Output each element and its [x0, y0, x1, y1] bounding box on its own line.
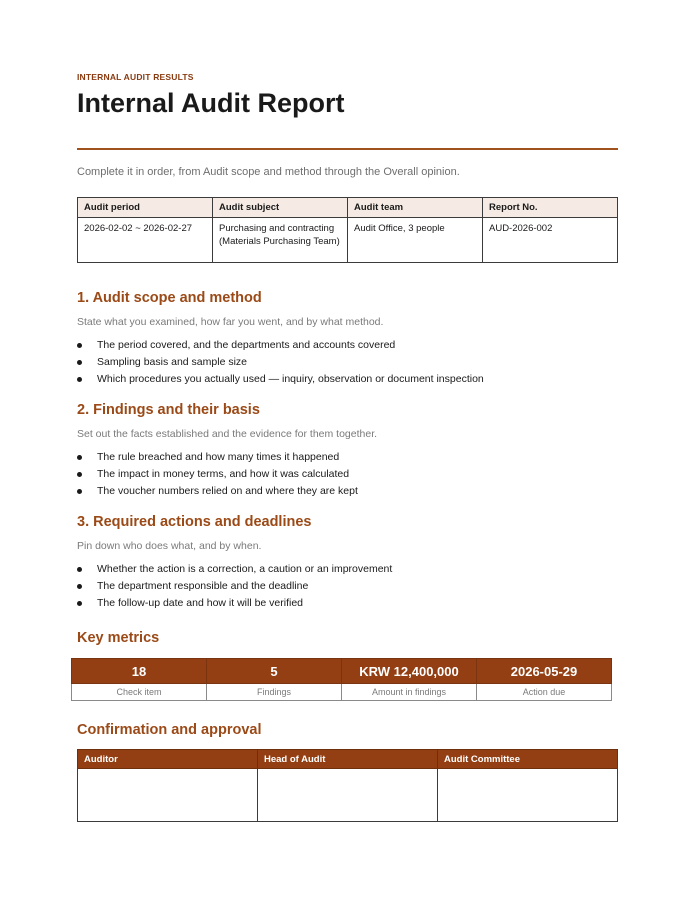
section-findings [77, 402, 618, 500]
audit-team-header: Audit team [348, 198, 483, 218]
eyebrow-label: INTERNAL AUDIT RESULTS [77, 72, 194, 82]
audit-team-value: Audit Office, 3 people [348, 218, 483, 263]
section-title: 3. Required actions and deadlines [77, 514, 312, 530]
approval-table [77, 749, 618, 822]
audit-committee-signature-cell[interactable] [438, 769, 618, 822]
key-metrics-title: Key metrics [77, 630, 160, 646]
approval-header-row [78, 750, 618, 769]
metrics-label-row [72, 684, 612, 701]
check-item-label: Check item [72, 684, 207, 701]
approval-signature-row [78, 769, 618, 822]
action-due-label: Action due [477, 684, 612, 701]
audit-info-header-row [78, 198, 618, 218]
amount-value: KRW 12,400,000 [342, 659, 477, 684]
audit-info-table [77, 197, 618, 263]
amount-label: Amount in findings [342, 684, 477, 701]
list-item: The department responsible and the deadline [77, 578, 618, 595]
section-list [77, 561, 618, 612]
intro-text: Complete it in order, from Audit scope and method through the Overall opinion. [77, 166, 460, 178]
audit-subject-value: Purchasing and contracting (Materials Purchasing Team) [213, 218, 348, 263]
list-item: The impact in money terms, and how it was calculated [77, 466, 618, 483]
audit-subject-header: Audit subject [213, 198, 348, 218]
audit-committee-header: Audit Committee [438, 750, 618, 769]
check-item-value: 18 [72, 659, 207, 684]
head-of-audit-signature-cell[interactable] [258, 769, 438, 822]
list-item: Sampling basis and sample size [77, 354, 618, 371]
metrics-value-row [72, 659, 612, 684]
auditor-signature-cell[interactable] [78, 769, 258, 822]
head-of-audit-header: Head of Audit [258, 750, 438, 769]
findings-value: 5 [207, 659, 342, 684]
auditor-header: Auditor [78, 750, 258, 769]
section-actions-deadlines [77, 514, 618, 612]
list-item: Whether the action is a correction, a caution or an improvement [77, 561, 618, 578]
section-title: 1. Audit scope and method [77, 290, 262, 306]
report-no-header: Report No. [483, 198, 618, 218]
findings-label: Findings [207, 684, 342, 701]
page-title: Internal Audit Report [77, 88, 345, 118]
list-item: The follow-up date and how it will be verified [77, 595, 618, 612]
section-list [77, 449, 618, 500]
section-note: Pin down who does what, and by when. [77, 540, 262, 552]
key-metrics-table [71, 658, 612, 701]
report-no-value: AUD-2026-002 [483, 218, 618, 263]
audit-period-header: Audit period [78, 198, 213, 218]
list-item: Which procedures you actually used — inquiry, observation or document inspection [77, 371, 618, 388]
action-due-value: 2026-05-29 [477, 659, 612, 684]
section-note: Set out the facts established and the evidence for them together. [77, 428, 378, 440]
list-item: The period covered, and the departments and accounts covered [77, 337, 618, 354]
approval-title: Confirmation and approval [77, 722, 262, 738]
section-note: State what you examined, how far you went, and by what method. [77, 316, 384, 328]
title-divider [77, 148, 618, 150]
section-scope-method [77, 290, 618, 388]
section-list [77, 337, 618, 388]
list-item: The rule breached and how many times it happened [77, 449, 618, 466]
audit-info-value-row [78, 218, 618, 263]
section-title: 2. Findings and their basis [77, 402, 260, 418]
list-item: The voucher numbers relied on and where they are kept [77, 483, 618, 500]
audit-period-value: 2026-02-02 ~ 2026-02-27 [78, 218, 213, 263]
